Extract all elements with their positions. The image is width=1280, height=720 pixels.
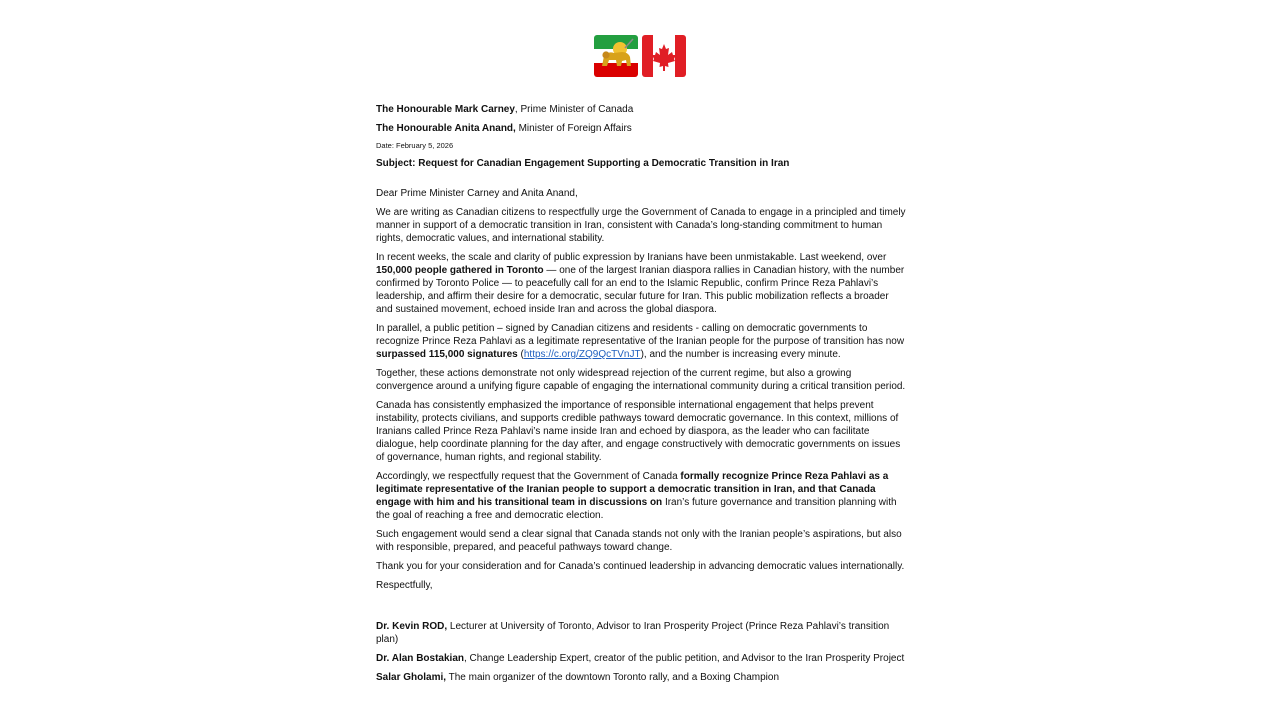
paragraph-canada-engagement: Canada has consistently emphasized the importance of responsible international engagement that helps prevent instability, protects civilians, and supports credible pathways toward democratic governance. In this context, millions of Iranians called Prince Reza Pahlavi’s name inside Iran and echoed by diaspora, as the leader who can facilitate dialogue, help coordinate planning for the day after, and engage constructively with democratic governments on issues of governance, human rights, and regional stability. bbox=[376, 400, 901, 463]
canada-flag-icon bbox=[642, 35, 686, 77]
paragraph-convergence: Together, these actions demonstrate not only widespread rejection of the current regime, but also a growing convergence around a unifying figure capable of engaging the international community during a critical transition period. bbox=[376, 368, 906, 392]
iran-lion-and-sun-flag-icon bbox=[594, 35, 638, 77]
signatory-line: Dr. Kevin ROD, Lecturer at University of Toronto, Advisor to Iran Prosperity Project (Prince Reza Pahlavi’s transition plan) bbox=[376, 621, 890, 645]
recipient-line: The Honourable Mark Carney, Prime Minister of Canada bbox=[376, 104, 634, 115]
letter-subject: Subject: Request for Canadian Engagement Supporting a Democratic Transition in Iran bbox=[376, 158, 790, 169]
letter-body bbox=[376, 103, 906, 690]
signatory-line: Dr. Alan Bostakian, Change Leadership Expert, creator of the public petition, and Advisor to the Iran Prosperity Project bbox=[376, 653, 905, 664]
paragraph-thanks: Thank you for your consideration and for Canada’s continued leadership in advancing democratic values internationally. bbox=[376, 561, 905, 572]
letter-date: Date: February 5, 2026 bbox=[376, 141, 454, 150]
paragraph-petition: In parallel, a public petition – signed by Canadian citizens and residents - calling on democratic governments to recognize Prince Reza Pahlavi as a legitimate representative of the Iranian people for the purpose of transition has now surpassed 115,000 signatures (https://c.org/ZQ9QcTVnJT), and the number is increasing every minute. bbox=[376, 323, 905, 360]
paragraph-signal: Such engagement would send a clear signal that Canada stands not only with the Iranian people’s aspirations, but also with responsible, prepared, and peaceful pathways toward change. bbox=[376, 529, 902, 553]
recipient-line: The Honourable Anita Anand, Minister of Foreign Affairs bbox=[376, 123, 632, 134]
paragraph-toronto-rally: In recent weeks, the scale and clarity of public expression by Iranians have been unmistakable. Last weekend, over 150,000 people gathered in Toronto — one of the largest Iranian diaspora rallies in Canadian history, with the number confirmed by Toronto Police — to peacefully call for an end to the Islamic Republic, confirm Prince Reza Pahlavi’s leadership, and affirm their desire for a democratic, secular future for Iran. This public mobilization reflects a broader and sustained movement, echoed inside Iran and across the global diaspora. bbox=[376, 252, 905, 315]
petition-link[interactable]: https://c.org/ZQ9QcTVnJT bbox=[523, 349, 641, 360]
letter-closing: Respectfully, bbox=[376, 580, 433, 591]
paragraph-intro: We are writing as Canadian citizens to respectfully urge the Government of Canada to engage in a principled and timely manner in support of a democratic transition in Iran, consistent with Canada’s long-standing commitment to human rights, democratic values, and international stability. bbox=[376, 207, 906, 244]
letter-greeting: Dear Prime Minister Carney and Anita Anand, bbox=[376, 188, 578, 199]
paragraph-request: Accordingly, we respectfully request that the Government of Canada formally recognize Prince Reza Pahlavi as a legitimate representative of the Iranian people to support a democratic transition in Iran, and that Canada engage with him and his transitional team in discussions on Iran’s future governance and transition planning with the goal of reaching a free and democratic election. bbox=[376, 471, 897, 521]
signatory-line: Salar Gholami, The main organizer of the downtown Toronto rally, and a Boxing Champion bbox=[376, 672, 780, 683]
flag-header bbox=[594, 35, 686, 77]
